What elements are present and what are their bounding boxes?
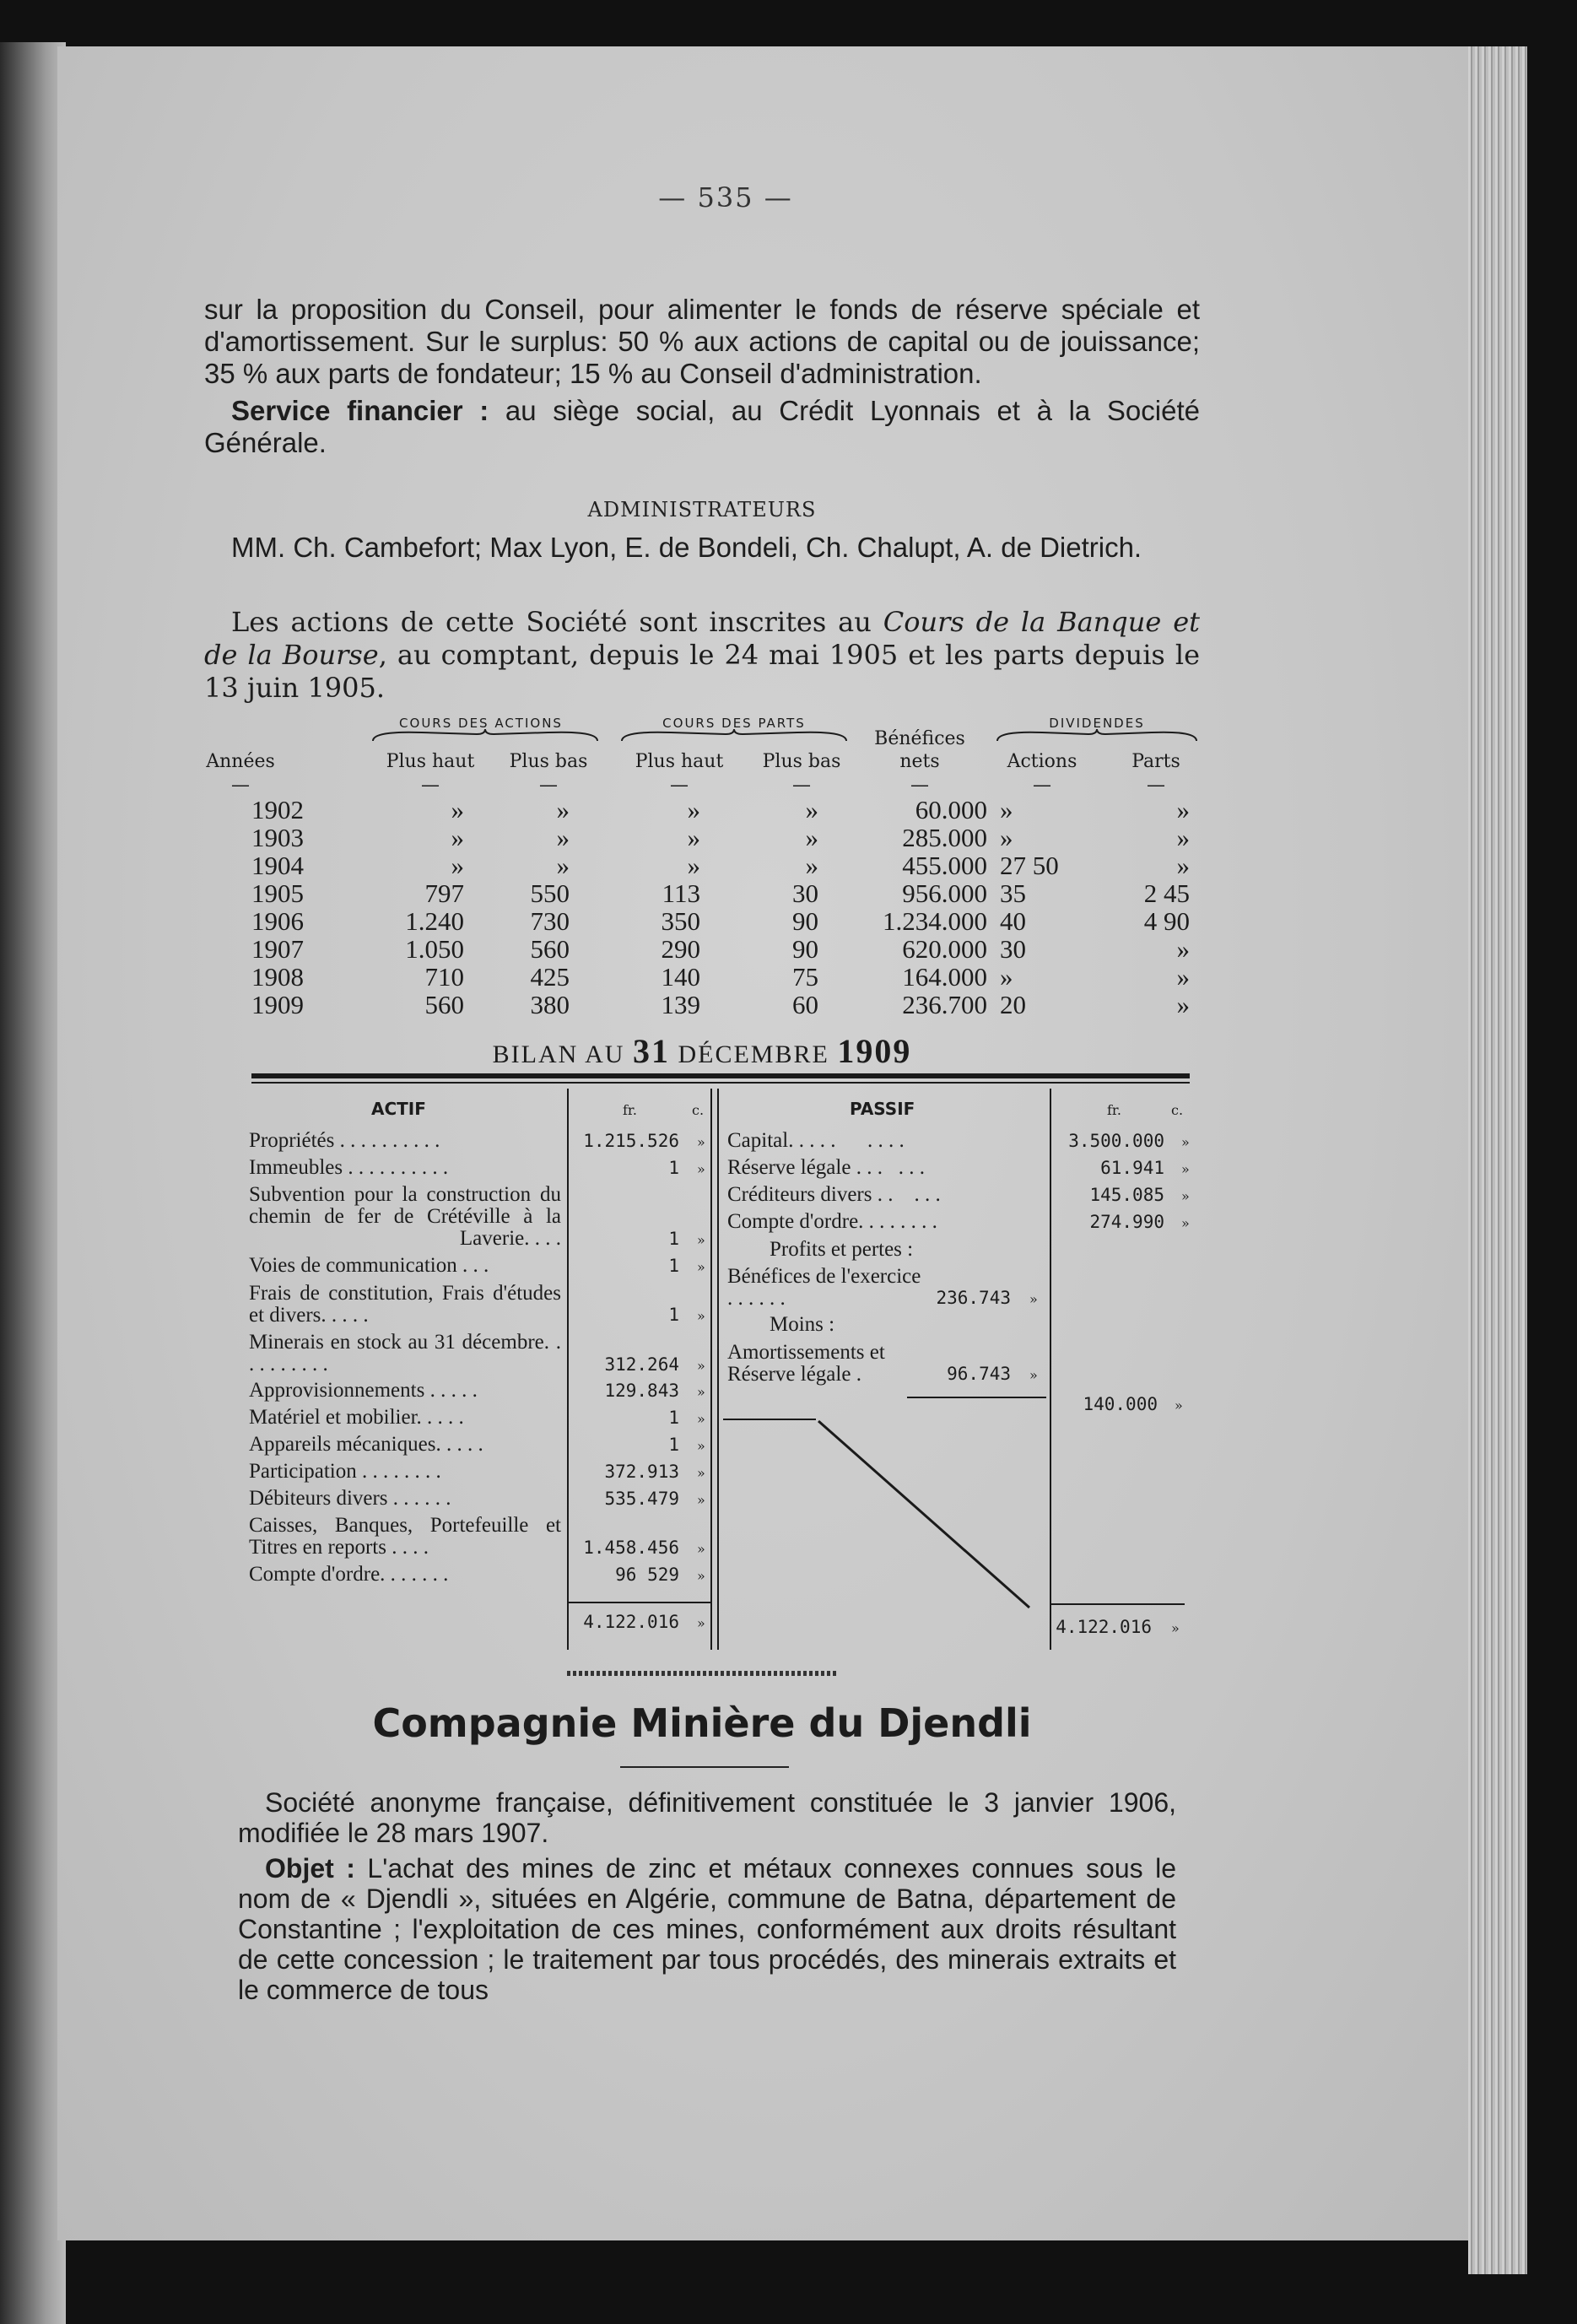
cell-div-parts: » [1176, 823, 1190, 852]
cotation-text-1: Les actions de cette Société sont inscrites au [231, 606, 883, 638]
moins-label: Moins : [770, 1313, 835, 1336]
actif-value: 1 [668, 1435, 679, 1455]
actif-label: Participation . . . . . . . . [249, 1460, 441, 1483]
cotation-italic: Cours de la Banque et de la Bourse [204, 606, 1200, 671]
actif-value: 1.215.526 [583, 1131, 679, 1151]
page-edges [1468, 46, 1527, 2274]
header-dash: — [910, 775, 929, 796]
bilan-title [204, 1031, 1200, 1071]
objet-paragraph [238, 1853, 1176, 2005]
company-section [238, 1787, 1176, 2010]
passif-total: 4.122.016 [1056, 1617, 1152, 1637]
passif-label: Compte d'ordre. . . . . . . . [727, 1210, 937, 1233]
strike-through-diagonal [721, 1418, 1042, 1612]
actif-label: Approvisionnements . . . . . [249, 1379, 478, 1402]
cell-actions-bas: 425 [530, 962, 570, 992]
actif-cents: » [697, 1438, 705, 1454]
objet-label: Objet : [265, 1853, 355, 1884]
benefices-exercice-label: Bénéfices de l'exercice . . . . . . [727, 1265, 921, 1310]
cell-parts-haut: » [687, 795, 700, 824]
row-year: 1903 [251, 823, 304, 852]
section-separator [567, 1671, 837, 1676]
cell-benefices: 236.700 [902, 990, 987, 1019]
header-parts-plus-bas: Plus bas [762, 751, 841, 772]
cell-parts-haut: 140 [661, 962, 700, 992]
cell-parts-haut: 113 [662, 878, 700, 908]
actif-value: 312.264 [604, 1354, 679, 1375]
actif-label: Immeubles . . . . . . . . . . [249, 1156, 449, 1179]
cell-parts-haut: » [687, 851, 700, 880]
cell-benefices: 60.000 [915, 795, 987, 824]
passif-cents: » [1181, 1188, 1190, 1204]
actif-fr-label: fr. [623, 1102, 637, 1118]
passif-label: Créditeurs divers . . . . . [727, 1183, 941, 1206]
dividend-table [194, 709, 1207, 1038]
cell-div-parts: » [1176, 851, 1190, 880]
cell-actions-haut: 1.050 [405, 934, 464, 964]
row-year: 1905 [251, 878, 304, 908]
cell-benefices: 164.000 [902, 962, 987, 992]
center-divider-2 [717, 1089, 719, 1650]
cotation-section [204, 606, 1200, 710]
cell-parts-haut: 350 [661, 906, 700, 936]
actif-label: Voies de communication . . . [249, 1254, 489, 1277]
actif-value: 1 [668, 1256, 679, 1276]
intro-section [204, 294, 1200, 464]
header-actions-plus-haut: Plus haut [386, 751, 475, 772]
passif-header: PASSIF [850, 1099, 915, 1119]
cell-div-parts: » [1176, 990, 1190, 1019]
cell-parts-bas: » [805, 851, 818, 880]
passif-value-divider [1050, 1089, 1051, 1650]
row-year: 1902 [251, 795, 304, 824]
passif-value: 61.941 [1100, 1158, 1164, 1178]
row-year: 1909 [251, 990, 304, 1019]
passif-cents: » [1181, 1215, 1190, 1231]
actif-total: 4.122.016 [583, 1612, 679, 1632]
cell-div-actions: 30 [1000, 934, 1026, 964]
header-dash: — [1147, 775, 1165, 796]
actif-cents: » [697, 1358, 705, 1374]
cell-actions-bas: 560 [530, 934, 570, 964]
actif-label: Appareils mécaniques. . . . . [249, 1433, 483, 1456]
header-actions-plus-bas: Plus bas [509, 751, 588, 772]
header-dash: — [231, 775, 250, 796]
cotation-text-2: , au comptant, depuis le 24 mai 1905 et les parts depuis le 13 juin 1905. [204, 639, 1201, 704]
row-year: 1906 [251, 906, 304, 936]
actif-value: 96 529 [615, 1565, 679, 1585]
actif-label: Débiteurs divers . . . . . . [249, 1487, 451, 1510]
actif-cents: » [697, 1161, 705, 1177]
header-parts-plus-haut: Plus haut [635, 751, 724, 772]
header-dash: — [539, 775, 558, 796]
cell-actions-bas: 730 [530, 906, 570, 936]
cell-benefices: 285.000 [902, 823, 987, 852]
cell-actions-bas: » [556, 823, 570, 852]
actif-c-label: c. [692, 1102, 705, 1118]
header-dividendes-parts: Parts [1131, 751, 1180, 772]
passif-value: 274.990 [1089, 1212, 1164, 1232]
cell-div-actions: 35 [1000, 878, 1026, 908]
cell-div-actions: 20 [1000, 990, 1026, 1019]
passif-value: 3.500.000 [1068, 1131, 1164, 1151]
actif-cents: » [697, 1134, 705, 1150]
brace-dividendes [996, 727, 1198, 743]
cell-actions-haut: 710 [424, 962, 464, 992]
actif-label: Compte d'ordre. . . . . . . [249, 1563, 449, 1586]
actif-value: 372.913 [604, 1462, 679, 1482]
service-financier-text: au siège social, au Crédit Lyonnais et à la Société Générale. [204, 395, 1200, 458]
intro-paragraph: sur la proposition du Conseil, pour alimenter le fonds de réserve spéciale et d'amortissement. Sur le surplus: 50 % aux actions de capital ou de jouissance; 35 % aux parts de fondateur; 15 % au Conseil d'administration. [204, 294, 1200, 389]
actif-value: 535.479 [604, 1489, 679, 1509]
actif-label: Subvention pour la construction du chemin de fer de Crétéville à la Laverie. . . . [249, 1183, 561, 1250]
bilan-top-rule-thin [251, 1082, 1190, 1084]
cell-parts-haut: 139 [661, 990, 700, 1019]
cell-parts-bas: 30 [792, 878, 818, 908]
actif-value: 1 [668, 1229, 679, 1249]
cell-actions-haut: » [451, 851, 464, 880]
cotation-paragraph [204, 606, 1200, 705]
actif-cents: » [697, 1384, 705, 1400]
bilan-title-text: BILAN AU [492, 1040, 633, 1068]
cell-actions-bas: 380 [530, 990, 570, 1019]
actif-value: 1 [668, 1305, 679, 1325]
cell-div-parts: » [1176, 962, 1190, 992]
passif-total-cents: » [1171, 1620, 1180, 1636]
cell-actions-haut: 797 [424, 878, 464, 908]
actif-value: 129.843 [604, 1381, 679, 1401]
amortissements-value: 96.743 [947, 1364, 1011, 1384]
profits-net-cents: » [1175, 1397, 1183, 1413]
passif-cents: » [1181, 1134, 1190, 1150]
actif-label: Caisses, Banques, Portefeuille et Titres en reports . . . . [249, 1514, 561, 1559]
cell-div-actions: » [1000, 823, 1013, 852]
admin-section [204, 532, 1200, 569]
actif-cents: » [697, 1465, 705, 1481]
bilan-top-rule [251, 1073, 1190, 1078]
cell-parts-bas: » [805, 823, 818, 852]
cell-benefices: 455.000 [902, 851, 987, 880]
amortissements-label: Amortissements et Réserve légale . [727, 1341, 885, 1386]
passif-value: 145.085 [1089, 1185, 1164, 1205]
book-gutter [0, 42, 66, 2324]
brace-actions [371, 727, 599, 743]
row-year: 1907 [251, 934, 304, 964]
group-cours-actions: COURS DES ACTIONS [399, 716, 563, 731]
passif-total-rule [1050, 1603, 1185, 1605]
cell-parts-bas: 90 [792, 934, 818, 964]
cell-div-actions: 27 50 [1000, 851, 1059, 880]
header-dividendes-actions: Actions [1007, 751, 1077, 772]
profits-heading: Profits et pertes : [770, 1238, 914, 1261]
administrateurs-list: MM. Ch. Cambefort; Max Lyon, E. de Bondeli, Ch. Chalupt, A. de Dietrich. [231, 532, 1142, 563]
cell-div-actions: 40 [1000, 906, 1026, 936]
actif-cents: » [697, 1232, 705, 1248]
actif-cents: » [697, 1492, 705, 1508]
header-benefices: Bénéfices [874, 728, 965, 749]
cell-div-parts: » [1176, 795, 1190, 824]
actif-cents: » [697, 1308, 705, 1324]
actif-cents: » [697, 1411, 705, 1427]
cell-parts-haut: » [687, 823, 700, 852]
header-dash: — [792, 775, 811, 796]
cell-benefices: 956.000 [902, 878, 987, 908]
cell-actions-haut: 1.240 [405, 906, 464, 936]
cell-benefices: 1.234.000 [883, 906, 987, 936]
actif-label: Frais de constitution, Frais d'études et divers. . . . . [249, 1282, 561, 1327]
cell-actions-bas: 550 [530, 878, 570, 908]
center-divider [710, 1089, 712, 1650]
header-dash: — [1033, 775, 1051, 796]
cell-parts-haut: 290 [661, 934, 700, 964]
cell-actions-bas: » [556, 795, 570, 824]
header-benefices-nets: nets [899, 751, 940, 772]
cell-div-actions: » [1000, 962, 1013, 992]
amortissements-cents: » [1029, 1367, 1038, 1383]
actif-label: Matériel et mobilier. . . . . [249, 1406, 464, 1429]
actif-value: 1 [668, 1408, 679, 1428]
passif-cents: » [1181, 1161, 1190, 1177]
service-financier-label: Service financier : [231, 395, 489, 426]
actif-value: 1 [668, 1158, 679, 1178]
cell-parts-bas: 60 [792, 990, 818, 1019]
passif-label: Réserve légale . . . . . . [727, 1156, 925, 1179]
row-year: 1904 [251, 851, 304, 880]
bilan-title-day: 31 [632, 1032, 670, 1070]
actif-cents: » [697, 1541, 705, 1557]
actif-label: Propriétés . . . . . . . . . . [249, 1129, 440, 1152]
bilan-title-month: DÉCEMBRE [669, 1040, 838, 1068]
cell-parts-bas: 90 [792, 906, 818, 936]
group-cours-parts: COURS DES PARTS [662, 716, 806, 731]
cell-actions-haut: » [451, 823, 464, 852]
page-number: — 535 — [658, 181, 793, 213]
actif-value: 1.458.456 [583, 1538, 679, 1558]
cell-actions-bas: » [556, 851, 570, 880]
actif-total-cents: » [697, 1615, 705, 1631]
objet-text: L'achat des mines de zinc et métaux connexes connues sous le nom de « Djendli », situées en Algérie, commune de Batna, département de Constantine ; l'exploitation de ces mines, conformément aux droits résultant de cette concession ; le traitement par tous procédés, des minerais extraits et le commerce de tous [238, 1853, 1177, 2005]
profits-net-value: 140.000 [1083, 1394, 1158, 1414]
cell-div-parts: 2 45 [1143, 878, 1190, 908]
header-annees: Années [206, 751, 275, 772]
group-dividendes: DIVIDENDES [1049, 716, 1145, 731]
bilan-title-year: 1909 [837, 1032, 912, 1070]
row-year: 1908 [251, 962, 304, 992]
actif-cents: » [697, 1259, 705, 1275]
cell-parts-bas: 75 [792, 962, 818, 992]
title-underline [620, 1766, 789, 1768]
cell-div-parts: » [1176, 934, 1190, 964]
header-dash: — [670, 775, 689, 796]
passif-fr-label: fr. [1107, 1102, 1121, 1118]
header-dash: — [421, 775, 440, 796]
actif-cents: » [697, 1568, 705, 1584]
company-title: Compagnie Minière du Djendli [372, 1700, 1032, 1746]
profits-subtotal-rule [907, 1397, 1046, 1398]
cell-actions-haut: » [451, 795, 464, 824]
cell-div-actions: » [1000, 795, 1013, 824]
cell-div-parts: 4 90 [1143, 906, 1190, 936]
service-financier-paragraph [204, 395, 1200, 459]
passif-c-label: c. [1171, 1102, 1184, 1118]
benefices-exercice-value: 236.743 [936, 1288, 1011, 1308]
brace-parts [620, 727, 848, 743]
passif-label: Capital. . . . . . . . . [727, 1129, 905, 1152]
actif-label: Minerais en stock au 31 décembre. . . . . . . . . . [249, 1331, 561, 1375]
company-paragraph: Société anonyme française, définitivement constituée le 3 janvier 1906, modifiée le 28 mars 1907. [238, 1787, 1176, 1848]
actif-header: ACTIF [371, 1099, 426, 1119]
cell-parts-bas: » [805, 795, 818, 824]
cell-benefices: 620.000 [902, 934, 987, 964]
benefices-cents: » [1029, 1291, 1038, 1307]
administrateurs-heading: ADMINISTRATEURS [587, 498, 817, 522]
actif-total-rule [567, 1602, 710, 1603]
cell-actions-haut: 560 [424, 990, 464, 1019]
